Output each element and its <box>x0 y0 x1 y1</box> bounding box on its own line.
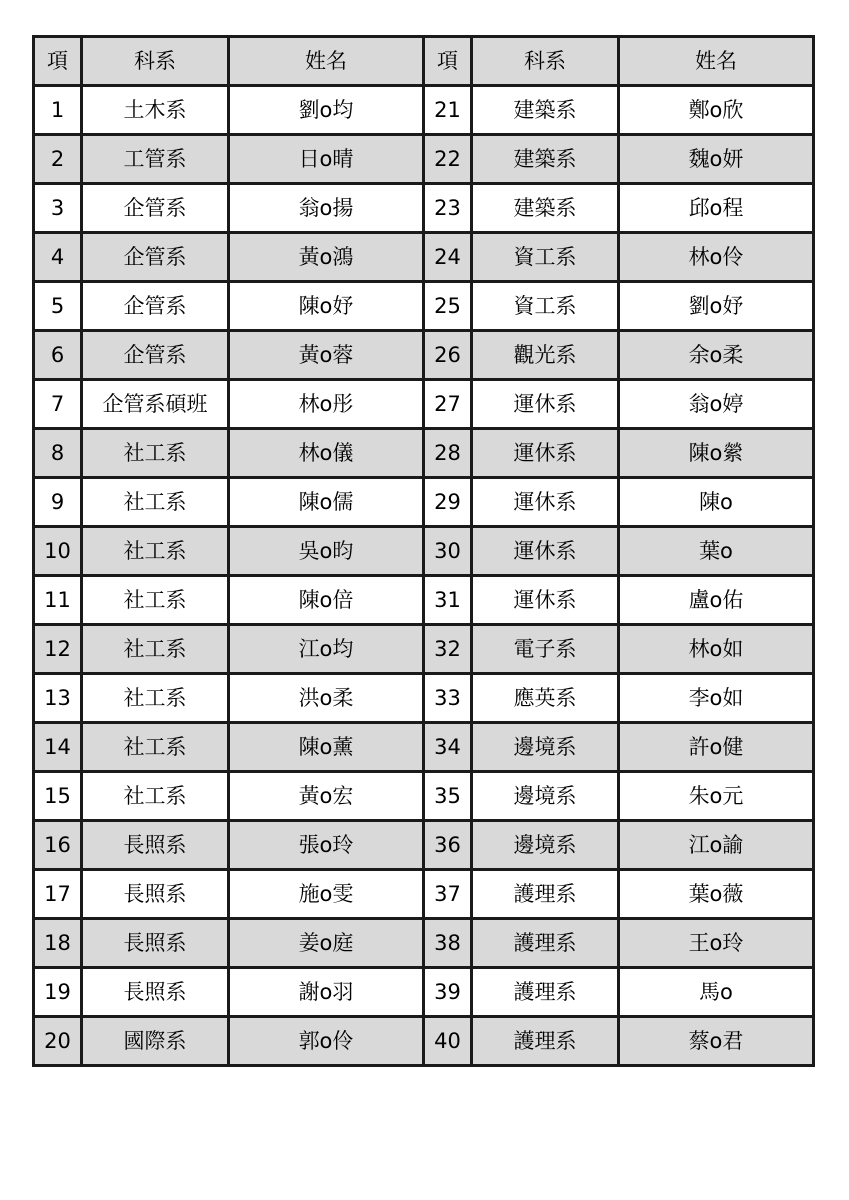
department-cell: 長照系 <box>82 968 229 1017</box>
department-cell: 建築系 <box>472 135 619 184</box>
item-number-cell: 2 <box>34 135 82 184</box>
item-number-cell: 30 <box>424 527 472 576</box>
name-cell: 陳o縈 <box>619 429 814 478</box>
table-row <box>34 135 814 184</box>
item-number-cell: 14 <box>34 723 82 772</box>
department-cell: 建築系 <box>472 86 619 135</box>
name-cell: 陳o薰 <box>229 723 424 772</box>
item-number-cell: 6 <box>34 331 82 380</box>
department-cell: 企管系碩班 <box>82 380 229 429</box>
item-number-cell: 10 <box>34 527 82 576</box>
department-cell: 社工系 <box>82 674 229 723</box>
table-row <box>34 233 814 282</box>
item-number-cell: 22 <box>424 135 472 184</box>
name-cell: 吳o昀 <box>229 527 424 576</box>
item-number-cell: 19 <box>34 968 82 1017</box>
name-cell: 林o儀 <box>229 429 424 478</box>
department-cell: 長照系 <box>82 870 229 919</box>
table-row <box>34 772 814 821</box>
name-cell: 陳o妤 <box>229 282 424 331</box>
item-number-cell: 18 <box>34 919 82 968</box>
name-cell: 張o玲 <box>229 821 424 870</box>
department-cell: 土木系 <box>82 86 229 135</box>
item-number-cell: 31 <box>424 576 472 625</box>
department-cell: 社工系 <box>82 772 229 821</box>
name-cell: 王o玲 <box>619 919 814 968</box>
name-cell: 許o健 <box>619 723 814 772</box>
item-number-cell: 16 <box>34 821 82 870</box>
department-cell: 長照系 <box>82 821 229 870</box>
table-row <box>34 919 814 968</box>
name-cell: 謝o羽 <box>229 968 424 1017</box>
name-cell: 李o如 <box>619 674 814 723</box>
name-cell: 林o伶 <box>619 233 814 282</box>
name-cell: 葉o薇 <box>619 870 814 919</box>
department-cell: 長照系 <box>82 919 229 968</box>
name-cell: 陳o倍 <box>229 576 424 625</box>
table-row <box>34 478 814 527</box>
department-cell: 運休系 <box>472 429 619 478</box>
item-number-cell: 29 <box>424 478 472 527</box>
name-cell: 日o晴 <box>229 135 424 184</box>
item-number-cell: 20 <box>34 1017 82 1066</box>
table-row <box>34 380 814 429</box>
department-cell: 護理系 <box>472 1017 619 1066</box>
name-cell: 黃o蓉 <box>229 331 424 380</box>
department-cell: 社工系 <box>82 478 229 527</box>
item-number-cell: 34 <box>424 723 472 772</box>
table-row <box>34 674 814 723</box>
department-cell: 企管系 <box>82 233 229 282</box>
item-number-cell: 12 <box>34 625 82 674</box>
table-row <box>34 86 814 135</box>
name-cell: 黃o鴻 <box>229 233 424 282</box>
department-cell: 護理系 <box>472 919 619 968</box>
department-cell: 電子系 <box>472 625 619 674</box>
name-cell: 林o彤 <box>229 380 424 429</box>
department-cell: 運休系 <box>472 527 619 576</box>
name-cell: 魏o妍 <box>619 135 814 184</box>
name-cell: 林o如 <box>619 625 814 674</box>
item-number-cell: 13 <box>34 674 82 723</box>
department-cell: 建築系 <box>472 184 619 233</box>
department-cell: 社工系 <box>82 429 229 478</box>
header-right-department: 科系 <box>472 37 619 86</box>
department-cell: 工管系 <box>82 135 229 184</box>
table-row <box>34 527 814 576</box>
department-cell: 運休系 <box>472 478 619 527</box>
item-number-cell: 36 <box>424 821 472 870</box>
name-cell: 馬o <box>619 968 814 1017</box>
item-number-cell: 5 <box>34 282 82 331</box>
item-number-cell: 7 <box>34 380 82 429</box>
department-cell: 企管系 <box>82 184 229 233</box>
department-cell: 護理系 <box>472 870 619 919</box>
department-cell: 觀光系 <box>472 331 619 380</box>
department-cell: 應英系 <box>472 674 619 723</box>
item-number-cell: 3 <box>34 184 82 233</box>
table-row <box>34 870 814 919</box>
department-cell: 社工系 <box>82 723 229 772</box>
student-roster-table <box>32 35 815 1067</box>
name-cell: 鄭o欣 <box>619 86 814 135</box>
name-cell: 蔡o君 <box>619 1017 814 1066</box>
name-cell: 劉o妤 <box>619 282 814 331</box>
table-row <box>34 723 814 772</box>
name-cell: 邱o程 <box>619 184 814 233</box>
item-number-cell: 4 <box>34 233 82 282</box>
name-cell: 江o諭 <box>619 821 814 870</box>
header-left-item-no: 項 <box>34 37 82 86</box>
item-number-cell: 24 <box>424 233 472 282</box>
department-cell: 社工系 <box>82 527 229 576</box>
name-cell: 朱o元 <box>619 772 814 821</box>
department-cell: 護理系 <box>472 968 619 1017</box>
table-row <box>34 429 814 478</box>
name-cell: 翁o婷 <box>619 380 814 429</box>
table-row <box>34 576 814 625</box>
roster-body <box>34 86 814 1066</box>
name-cell: 江o均 <box>229 625 424 674</box>
department-cell: 邊境系 <box>472 723 619 772</box>
item-number-cell: 40 <box>424 1017 472 1066</box>
name-cell: 陳o儒 <box>229 478 424 527</box>
table-row <box>34 282 814 331</box>
header-left-department: 科系 <box>82 37 229 86</box>
name-cell: 姜o庭 <box>229 919 424 968</box>
item-number-cell: 26 <box>424 331 472 380</box>
item-number-cell: 28 <box>424 429 472 478</box>
department-cell: 運休系 <box>472 380 619 429</box>
item-number-cell: 15 <box>34 772 82 821</box>
item-number-cell: 25 <box>424 282 472 331</box>
item-number-cell: 33 <box>424 674 472 723</box>
item-number-cell: 32 <box>424 625 472 674</box>
table-row <box>34 968 814 1017</box>
item-number-cell: 1 <box>34 86 82 135</box>
item-number-cell: 8 <box>34 429 82 478</box>
item-number-cell: 17 <box>34 870 82 919</box>
item-number-cell: 11 <box>34 576 82 625</box>
name-cell: 黃o宏 <box>229 772 424 821</box>
department-cell: 企管系 <box>82 282 229 331</box>
department-cell: 資工系 <box>472 233 619 282</box>
department-cell: 企管系 <box>82 331 229 380</box>
name-cell: 翁o揚 <box>229 184 424 233</box>
department-cell: 社工系 <box>82 625 229 674</box>
name-cell: 陳o <box>619 478 814 527</box>
item-number-cell: 38 <box>424 919 472 968</box>
item-number-cell: 21 <box>424 86 472 135</box>
department-cell: 社工系 <box>82 576 229 625</box>
name-cell: 劉o均 <box>229 86 424 135</box>
header-left-name: 姓名 <box>229 37 424 86</box>
name-cell: 施o雯 <box>229 870 424 919</box>
department-cell: 資工系 <box>472 282 619 331</box>
name-cell: 葉o <box>619 527 814 576</box>
item-number-cell: 39 <box>424 968 472 1017</box>
table-row <box>34 331 814 380</box>
department-cell: 邊境系 <box>472 772 619 821</box>
table-row <box>34 1017 814 1066</box>
table-row <box>34 821 814 870</box>
item-number-cell: 35 <box>424 772 472 821</box>
item-number-cell: 23 <box>424 184 472 233</box>
item-number-cell: 37 <box>424 870 472 919</box>
header-right-name: 姓名 <box>619 37 814 86</box>
name-cell: 郭o伶 <box>229 1017 424 1066</box>
header-row <box>34 37 814 86</box>
department-cell: 運休系 <box>472 576 619 625</box>
department-cell: 國際系 <box>82 1017 229 1066</box>
table-row <box>34 625 814 674</box>
department-cell: 邊境系 <box>472 821 619 870</box>
name-cell: 盧o佑 <box>619 576 814 625</box>
name-cell: 洪o柔 <box>229 674 424 723</box>
item-number-cell: 9 <box>34 478 82 527</box>
header-right-item-no: 項 <box>424 37 472 86</box>
item-number-cell: 27 <box>424 380 472 429</box>
name-cell: 余o柔 <box>619 331 814 380</box>
table-row <box>34 184 814 233</box>
